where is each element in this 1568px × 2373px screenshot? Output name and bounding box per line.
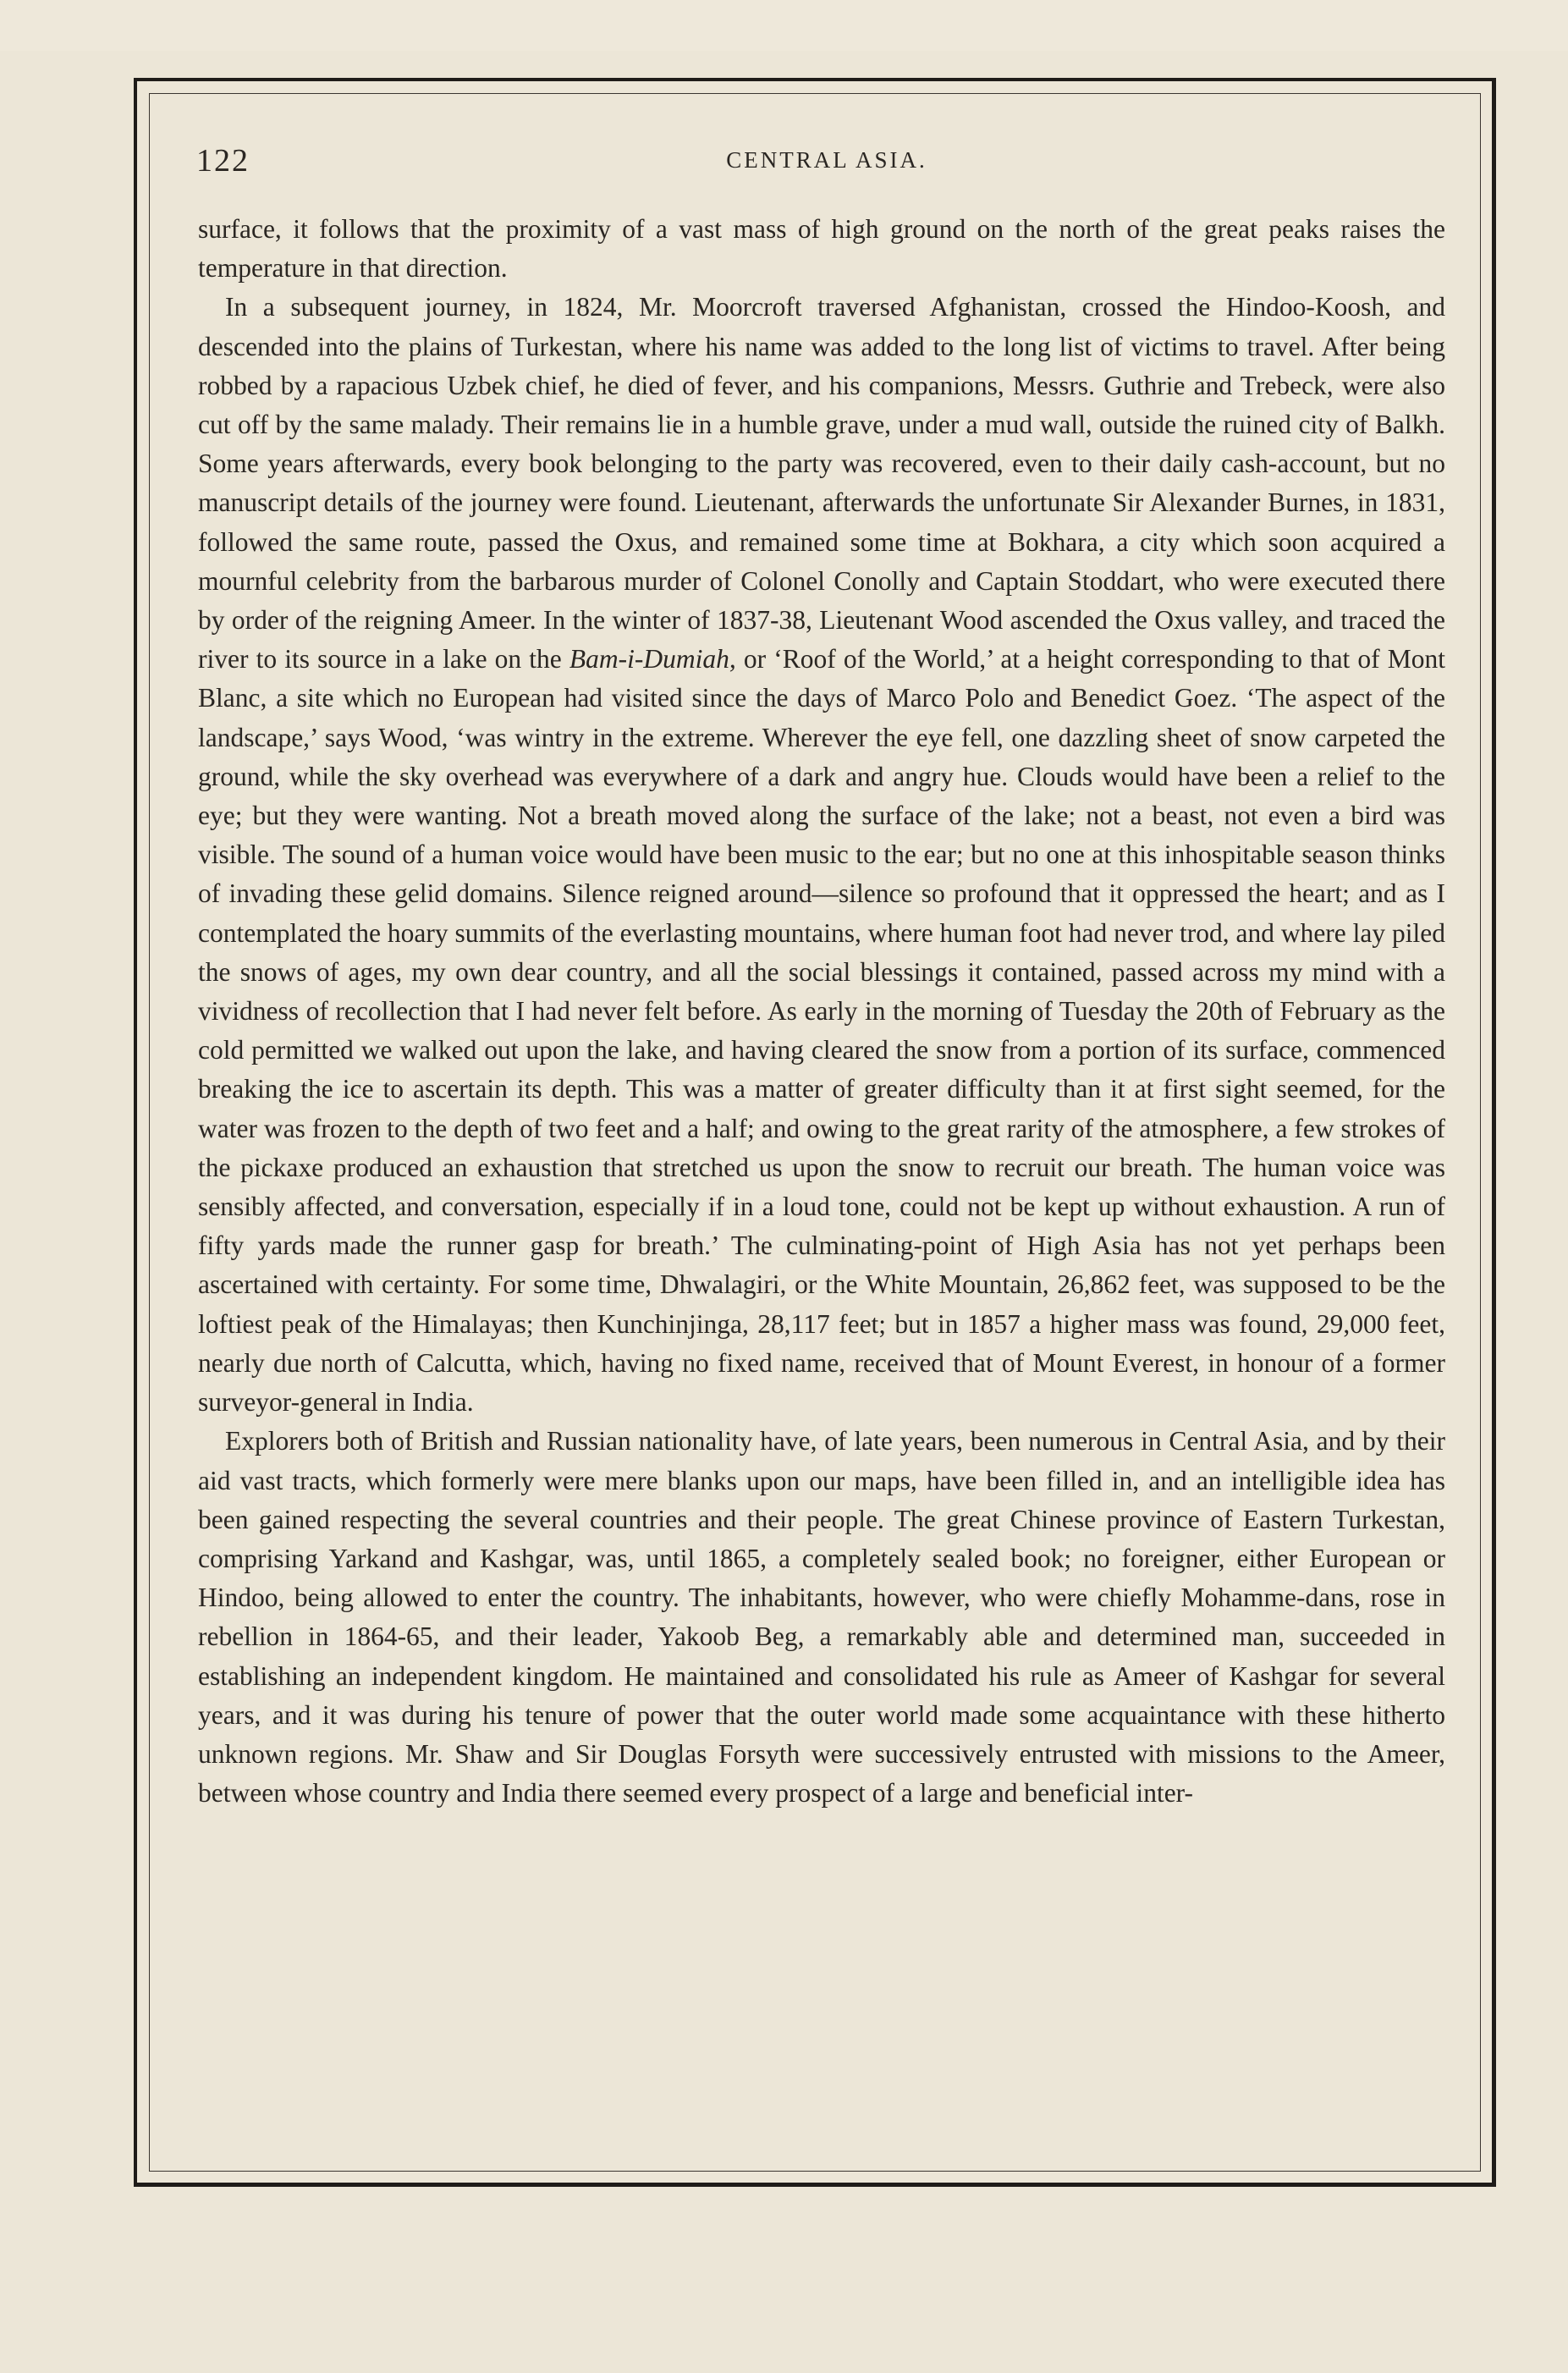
running-head-title: CENTRAL ASIA. (726, 147, 927, 173)
page-number: 122 (196, 143, 250, 179)
text-body (198, 210, 1445, 1813)
running-head (196, 142, 1457, 179)
paragraph-explorers: Explorers both of British and Russian nationality have, of late years, been numerous in Central Asia, and by their aid vast tracts, which formerly were mere blanks upon our maps, have been filled in, and an intelligible idea has been gained respecting the several countries and their people. The great Chinese province of Eastern Turkestan, comprising Yarkand and Kashgar, was, until 1865, a completely sealed book; no foreigner, either European or Hindoo, being allowed to enter the country. The inhabitants, however, who were chiefly Mohamme-dans, rose in rebellion in 1864-65, and their leader, Yakoob Beg, a remarkably able and determined man, succeeded in establishing an independent kingdom. He maintained and consolidated his rule as Ameer of Kashgar for several years, and it was during his tenure of power that the outer world made some acquaintance with these hitherto unknown regions. Mr. Shaw and Sir Douglas Forsyth were successively entrusted with missions to the Ameer, between whose country and India there seemed every prospect of a large and beneficial inter- (198, 1426, 1445, 1809)
paragraph-moorcroft-text-a: In a subsequent journey, in 1824, Mr. Moorcroft traversed Afghanistan, crossed the Hindoo-Koosh, and descended into the plains of Turkestan, where his name was added to the long list of victims to travel. After being robbed by a rapacious Uzbek chief, he died of fever, and his companions, Messrs. Guthrie and Trebeck, were also cut off by the same malady. Their remains lie in a humble grave, under a mud wall, outside the ruined city of Balkh. Some years afterwards, every book belonging to the party was recovered, even to their daily cash-account, but no manuscript details of the journey were found. Lieutenant, afterwards the unfortunate Sir Alexander Burnes, in 1831, followed the same route, passed the Oxus, and remained some time at Bokhara, a city which soon acquired a mournful celebrity from the barbarous murder of Colonel Conolly and Captain Stoddart, who were executed there by order of the reigning Ameer. In the winter of 1837-38, Lieutenant Wood ascended the Oxus valley, and traced the river to its source in a lake on the (198, 292, 1445, 674)
paragraph-moorcroft (198, 288, 1445, 1422)
italic-place-name: Bam-i-Dumiah, (569, 644, 736, 674)
paragraph-moorcroft-text-b: or ‘Roof of the World,’ at a height corresponding to that of Mont Blanc, a site which no European had visited since the days of Marco Polo and Benedict Goez. ‘The aspect of the landscape,’ says Wood, ‘was wintry in the extreme. Wherever the eye fell, one dazzling sheet of snow carpeted the ground, while the sky overhead was everywhere of a dark and angry hue. Clouds would have been a relief to the eye; but they were wanting. Not a breath moved along the surface of the lake; not a beast, not even a bird was visible. The sound of a human voice would have been music to the ear; but no one at this inhospitable season thinks of invading these gelid domains. Silence reigned around—silence so profound that it oppressed the heart; and as I contemplated the hoary summits of the everlasting mountains, where human foot had never trod, and where lay piled the snows of ages, my own dear country, and all the social blessings it contained, passed across my mind with a vividness of recollection that I had never felt before. As early in the morning of Tuesday the 20th of February as the cold permitted we walked out upon the lake, and having cleared the snow from a portion of its surface, commenced breaking the ice to ascertain its depth. This was a matter of greater difficulty than it at first sight seemed, for the water was frozen to the depth of two feet and a half; and owing to the great rarity of the atmosphere, a few strokes of the pickaxe produced an exhaustion that stretched us upon the snow to recruit our breath. The human voice was sensibly affected, and conversation, especially if in a loud tone, could not be kept up without exhaustion. A run of fifty yards made the runner gasp for breath.’ The culminating-point of High Asia has not yet perhaps been ascertained with certainty. For some time, Dhwalagiri, or the White Mountain, 26,862 feet, was supposed to be the loftiest peak of the Himalayas; then Kunchinjinga, 28,117 feet; but in 1857 a higher mass was found, 29,000 feet, nearly due north of Calcutta, which, having no fixed name, received that of Mount Everest, in honour of a former surveyor-general in India. (198, 644, 1446, 1418)
page-top-margin (0, 0, 1568, 51)
paragraph-continuation: surface, it follows that the proximity of a vast mass of high ground on the north of the great peaks raises the temperature in that direction. (198, 214, 1445, 284)
